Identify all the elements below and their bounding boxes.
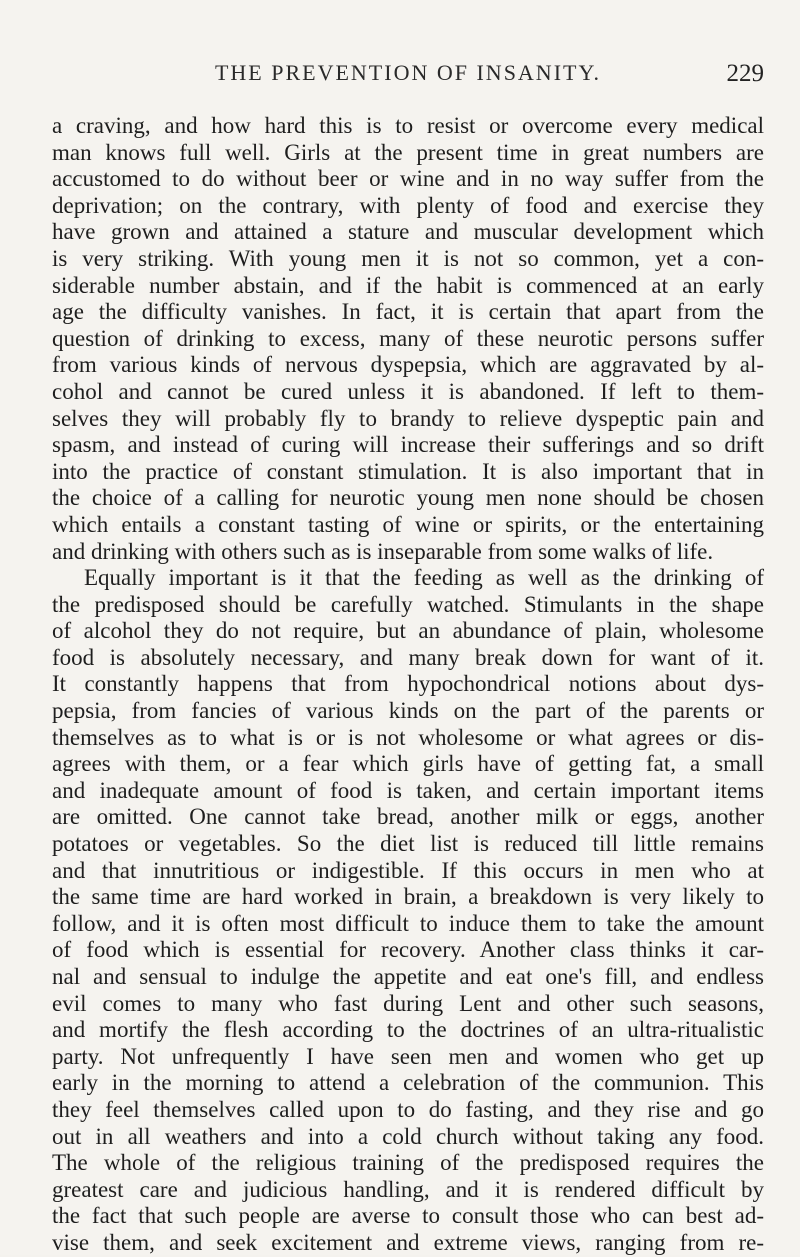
text-line: early in the morning to attend a celebration of the communion. This [52, 1070, 764, 1096]
text-line: evil comes to many who fast during Lent and other such seasons, [52, 990, 764, 1016]
text-line: into the practice of constant stimulation. It is also important that in [52, 458, 764, 484]
text-line: potatoes or vegetables. So the diet list is reduced till little remains [52, 831, 764, 857]
text-line: the predisposed should be carefully watched. Stimulants in the shape [52, 591, 764, 617]
text-line: are omitted. One cannot take bread, another milk or eggs, another [52, 804, 764, 830]
text-line: spasm, and instead of curing will increase their sufferings and so drift [52, 432, 764, 458]
text-line: the choice of a calling for neurotic young men none should be chosen [52, 485, 764, 511]
text-line: accustomed to do without beer or wine and in no way suffer from the [52, 166, 764, 192]
text-line: of food which is essential for recovery. Another class thinks it car- [52, 937, 764, 963]
text-line: siderable number abstain, and if the habit is commenced at an early [52, 272, 764, 298]
text-line: they feel themselves called upon to do fasting, and they rise and go [52, 1096, 764, 1122]
text-line: a craving, and how hard this is to resist or overcome every medical [52, 113, 764, 138]
text-line: themselves as to what is or is not wholesome or what agrees or dis- [52, 724, 764, 750]
text-line: the fact that such people are averse to consult those who can best ad- [52, 1203, 764, 1229]
text-line: party. Not unfrequently I have seen men and women who get up [52, 1043, 764, 1069]
text-line: It constantly happens that from hypochondrical notions about dys- [52, 671, 764, 697]
text-line: greatest care and judicious handling, and it is rendered difficult by [52, 1176, 764, 1202]
text-line: follow, and it is often most difficult to induce them to take the amount [52, 910, 764, 936]
text-line: selves they will probably fly to brandy to relieve dyspeptic pain and [52, 405, 764, 431]
text-line: nal and sensual to indulge the appetite and eat one's fill, and endless [52, 964, 764, 989]
running-title: THE PREVENTION OF INSANITY. [214, 60, 602, 85]
text-line: man knows full well. Girls at the present time in great numbers are [52, 139, 764, 165]
text-line: deprivation; on the contrary, with plenty of food and exercise they [52, 192, 764, 218]
text-line: and inadequate amount of food is taken, and certain important items [52, 777, 764, 803]
page-number: 229 [726, 60, 764, 87]
text-line: question of drinking to excess, many of these neurotic persons suffer [52, 325, 764, 351]
text-line: the same time are hard worked in brain, a breakdown is very likely to [52, 884, 764, 910]
text-line: The whole of the religious training of the predisposed requires the [52, 1150, 764, 1176]
text-line: age the difficulty vanishes. In fact, it is certain that apart from the [52, 299, 764, 325]
paragraph-start-line: Equally important is it that the feeding as well as the drinking of [84, 565, 764, 591]
text-line: of alcohol they do not require, but an abundance of plain, wholesome [52, 618, 764, 644]
text-line: food is absolutely necessary, and many break down for want of it. [52, 644, 764, 670]
text-line: have grown and attained a stature and muscular development which [52, 219, 764, 245]
paragraph-end-line: and drinking with others such as is inseparable from some walks of life. [52, 538, 714, 564]
text-line: cohol and cannot be cured unless it is abandoned. If left to them- [52, 378, 764, 404]
text-line: and mortify the flesh according to the doctrines of an ultra-ritualistic [52, 1017, 764, 1043]
text-line: agrees with them, or a fear which girls have of getting fat, a small [52, 751, 764, 777]
text-line: from various kinds of nervous dyspepsia, which are aggravated by al- [52, 352, 764, 378]
text-line: pepsia, from fancies of various kinds on the part of the parents or [52, 698, 764, 724]
text-line: out in all weathers and into a cold church without taking any food. [52, 1123, 764, 1149]
running-head [52, 60, 764, 96]
text-line: which entails a constant tasting of wine or spirits, or the entertaining [52, 511, 764, 537]
text-line: vise them, and seek excitement and extreme views, ranging from re- [52, 1229, 764, 1255]
body-text [52, 113, 764, 1257]
text-line: is very striking. With young men it is not so common, yet a con- [52, 245, 764, 271]
text-line: and that innutritious or indigestible. If this occurs in men who at [52, 857, 764, 883]
